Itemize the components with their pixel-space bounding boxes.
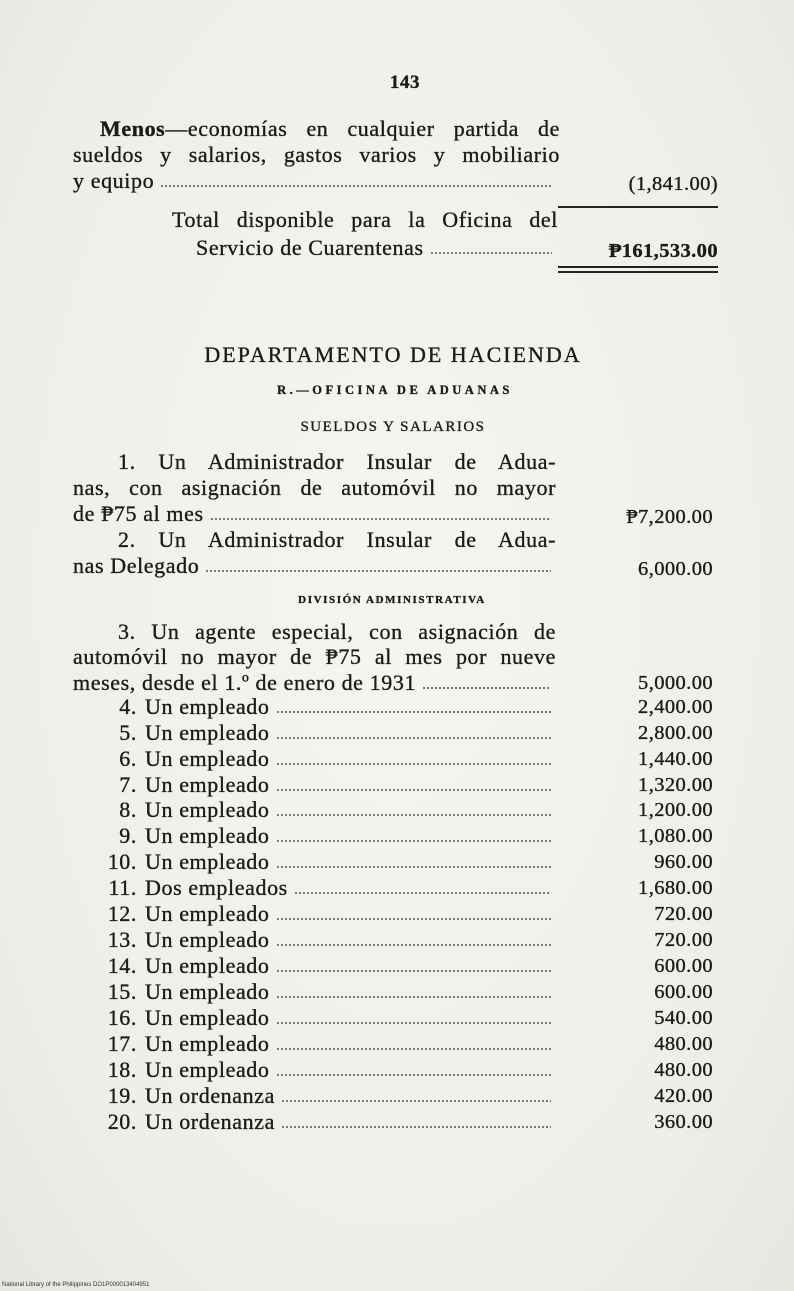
item-amount: 420.00 — [654, 1085, 713, 1107]
item-description: Un empleado — [145, 1057, 270, 1082]
reduction-line-1 — [100, 116, 560, 142]
reduction-line-3-text: y equipo — [73, 168, 155, 193]
dot-leader — [276, 995, 551, 999]
dot-leader — [422, 686, 551, 690]
item-amount: 1,200.00 — [638, 799, 713, 821]
item-description: Un empleado — [145, 720, 270, 745]
dot-leader — [276, 762, 551, 766]
item-amount: 600.00 — [654, 981, 713, 1003]
dot-leader — [276, 1073, 551, 1077]
item-description: Un empleado — [145, 797, 270, 822]
item-number: 13. — [107, 927, 137, 952]
list-item — [90, 694, 713, 720]
section-heading: SUELDOS Y SALARIOS — [300, 419, 486, 435]
item-3-line-3-text: meses, desde el 1.º de enero de 1931 — [73, 670, 417, 695]
item-description: Un empleado — [145, 901, 270, 926]
item-number: 14. — [107, 953, 137, 978]
list-item — [90, 849, 713, 875]
office-heading: R.—OFICINA DE ADUANAS — [277, 383, 513, 397]
dot-leader — [276, 917, 551, 921]
dot-leader — [210, 517, 551, 521]
item-amount: 1,680.00 — [638, 877, 713, 899]
reduction-line-3 — [73, 168, 718, 194]
item-amount: 600.00 — [654, 955, 713, 977]
reduction-line-2: sueldos y salarios, gastos varios y mobiliario — [73, 142, 560, 167]
item-amount: 1,080.00 — [638, 825, 713, 847]
list-item — [90, 1083, 713, 1109]
dot-leader — [430, 251, 552, 255]
item-2-line-2 — [73, 553, 713, 579]
item-2-amount: 6,000.00 — [638, 558, 713, 580]
list-item — [90, 901, 713, 927]
item-number: 4. — [119, 694, 137, 719]
item-2-line-2-text: nas Delegado — [73, 553, 200, 578]
item-number: 12. — [107, 901, 137, 926]
item-2-line-1: 2. Un Administrador Insular de Adua- — [118, 527, 556, 552]
item-description: Un empleado — [145, 953, 270, 978]
list-item — [90, 1057, 713, 1083]
item-amount: 480.00 — [654, 1033, 713, 1055]
dot-leader — [276, 969, 551, 973]
item-description: Un empleado — [145, 849, 270, 874]
dot-leader — [276, 1047, 551, 1051]
dot-leader — [276, 943, 551, 947]
dot-leader — [276, 788, 551, 792]
item-number: 6. — [119, 746, 137, 771]
department-heading: DEPARTAMENTO DE HACIENDA — [204, 342, 582, 367]
list-item — [90, 1005, 713, 1031]
item-number: 19. — [107, 1083, 137, 1108]
division-heading: DIVISIÓN ADMINISTRATIVA — [298, 594, 486, 606]
dot-leader — [294, 891, 551, 895]
item-1-line-3 — [73, 501, 713, 527]
item-amount: 2,800.00 — [638, 722, 713, 744]
item-number: 10. — [107, 849, 137, 874]
item-number: 9. — [119, 823, 137, 848]
library-footer: National Library of the Philippines DO1P000013404951 — [2, 1282, 150, 1288]
item-3-line-1: 3. Un agente especial, con asignación de — [118, 619, 556, 644]
item-amount: 540.00 — [654, 1007, 713, 1029]
item-number: 7. — [119, 772, 137, 797]
item-description: Un empleado — [145, 823, 270, 848]
list-item — [90, 720, 713, 746]
dot-leader — [276, 839, 551, 843]
item-description: Un ordenanza — [145, 1083, 275, 1108]
item-1-amount: ₱7,200.00 — [626, 506, 713, 528]
list-item — [90, 953, 713, 979]
item-description: Un empleado — [145, 746, 270, 771]
item-description: Un empleado — [145, 694, 270, 719]
item-amount: 1,440.00 — [638, 748, 713, 770]
total-line-2-text: Servicio de Cuarentenas — [196, 235, 424, 260]
list-item — [90, 797, 713, 823]
item-number: 17. — [107, 1031, 137, 1056]
item-number: 18. — [107, 1057, 137, 1082]
item-amount: 480.00 — [654, 1059, 713, 1081]
dot-leader — [276, 865, 551, 869]
dot-leader — [205, 569, 551, 573]
item-description: Un empleado — [145, 927, 270, 952]
total-double-rule-top — [558, 266, 718, 268]
item-description: Un empleado — [145, 772, 270, 797]
item-1-line-1: 1. Un Administrador Insular de Adua- — [118, 449, 556, 474]
dot-leader — [281, 1099, 551, 1103]
dot-leader — [281, 1125, 551, 1129]
dot-leader — [276, 1021, 551, 1025]
item-3-line-3 — [73, 670, 713, 696]
item-3-amount: 5,000.00 — [638, 672, 713, 694]
item-description: Un ordenanza — [145, 1109, 275, 1134]
item-number: 15. — [107, 979, 137, 1004]
item-3-line-2: automóvil no mayor de ₱75 al mes por nueve — [73, 644, 556, 669]
subtotal-rule — [558, 206, 718, 208]
dot-leader — [276, 736, 551, 740]
dot-leader — [160, 184, 552, 188]
list-item — [90, 1031, 713, 1057]
list-item — [90, 823, 713, 849]
total-line-1: Total disponible para la Oficina del — [172, 207, 558, 232]
item-description: Dos empleados — [145, 875, 288, 900]
item-amount: 2,400.00 — [638, 696, 713, 718]
item-amount: 1,320.00 — [638, 774, 713, 796]
reduction-lead-word: Menos — [100, 116, 166, 141]
list-item — [90, 746, 713, 772]
page-number: 143 — [389, 72, 421, 93]
item-number: 11. — [108, 875, 137, 900]
list-item — [90, 927, 713, 953]
reduction-amount: (1,841.00) — [628, 173, 718, 195]
item-description: Un empleado — [145, 1031, 270, 1056]
item-number: 20. — [107, 1109, 137, 1134]
list-item — [90, 772, 713, 798]
total-line-2 — [196, 235, 718, 261]
item-number: 8. — [119, 797, 137, 822]
dot-leader — [276, 710, 551, 714]
reduction-line-1-rest: —economías en cualquier partida de — [165, 116, 560, 141]
list-item — [90, 875, 713, 901]
item-amount: 960.00 — [654, 851, 713, 873]
list-item — [90, 979, 713, 1005]
item-1-line-3-text: de ₱75 al mes — [73, 501, 204, 526]
item-number: 5. — [119, 720, 137, 745]
item-amount: 720.00 — [654, 929, 713, 951]
item-1-line-2: nas, con asignación de automóvil no mayor — [73, 475, 556, 500]
item-description: Un empleado — [145, 1005, 270, 1030]
item-number: 16. — [107, 1005, 137, 1030]
item-amount: 720.00 — [654, 903, 713, 925]
item-amount: 360.00 — [654, 1111, 713, 1133]
item-description: Un empleado — [145, 979, 270, 1004]
total-amount: ₱161,533.00 — [608, 240, 718, 262]
list-item — [90, 1109, 713, 1135]
dot-leader — [276, 813, 551, 817]
total-double-rule-bottom — [558, 271, 718, 273]
